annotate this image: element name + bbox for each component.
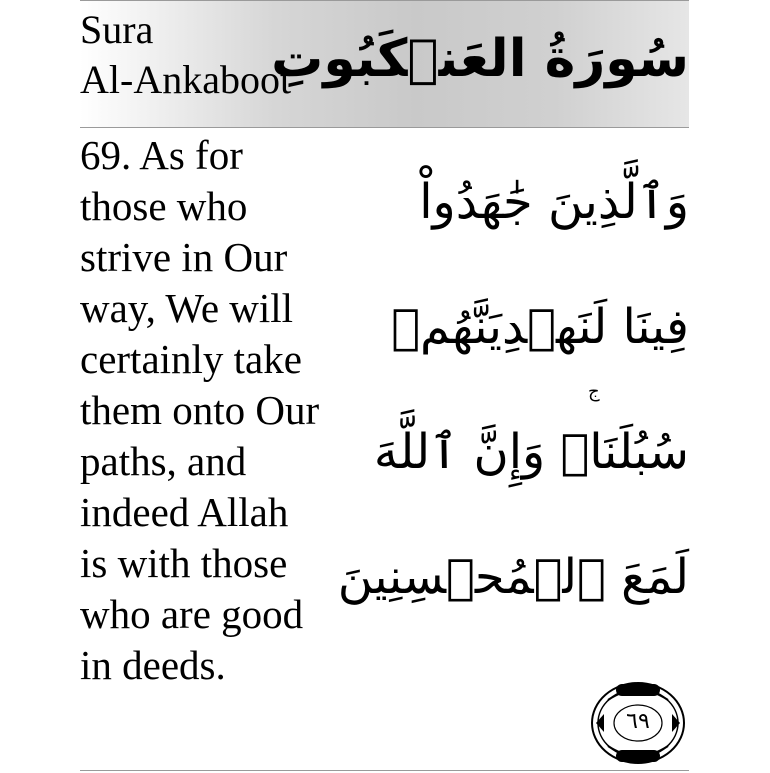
page bbox=[80, 0, 689, 773]
footer-divider bbox=[80, 770, 689, 771]
translation-line: in deeds. bbox=[80, 642, 226, 688]
sura-title-english bbox=[80, 5, 291, 105]
translation-line: indeed Allah bbox=[80, 489, 289, 535]
verse-number: ٦٩ bbox=[626, 709, 650, 734]
translation-line: certainly take bbox=[80, 336, 302, 382]
translation-line: who are good bbox=[80, 591, 304, 637]
sura-title-english-line: Sura bbox=[80, 7, 154, 52]
sura-header bbox=[80, 0, 689, 128]
arabic-line: وَٱلَّذِينَ جَٰهَدُواْ bbox=[419, 174, 689, 230]
arabic-line: لَمَعَ ٱلۡمُحۡسِنِينَ bbox=[337, 549, 689, 605]
sura-title-english-line: Al-Ankaboot bbox=[80, 57, 292, 102]
translation-line: paths, and bbox=[80, 438, 247, 484]
translation-line: way, We will bbox=[80, 285, 294, 331]
pause-mark: ج bbox=[588, 381, 600, 402]
arabic-line: فِينَا لَنَهۡدِيَنَّهُمۡ bbox=[391, 299, 689, 355]
translation-line: them onto Our bbox=[80, 387, 320, 433]
translation-line: 69. As for bbox=[80, 132, 243, 178]
verse-translation bbox=[80, 130, 350, 691]
sura-title-arabic: سُورَةُ العَنۡكَبُوتِ bbox=[271, 29, 689, 89]
translation-line: strive in Our bbox=[80, 234, 288, 280]
arabic-line: سُبُلَنَاۚ وَإِنَّ ٱللَّهَ bbox=[373, 424, 689, 480]
verse-arabic bbox=[337, 152, 689, 652]
translation-line: those who bbox=[80, 183, 248, 229]
translation-line: is with those bbox=[80, 540, 288, 586]
verse-end-medallion bbox=[588, 678, 688, 768]
